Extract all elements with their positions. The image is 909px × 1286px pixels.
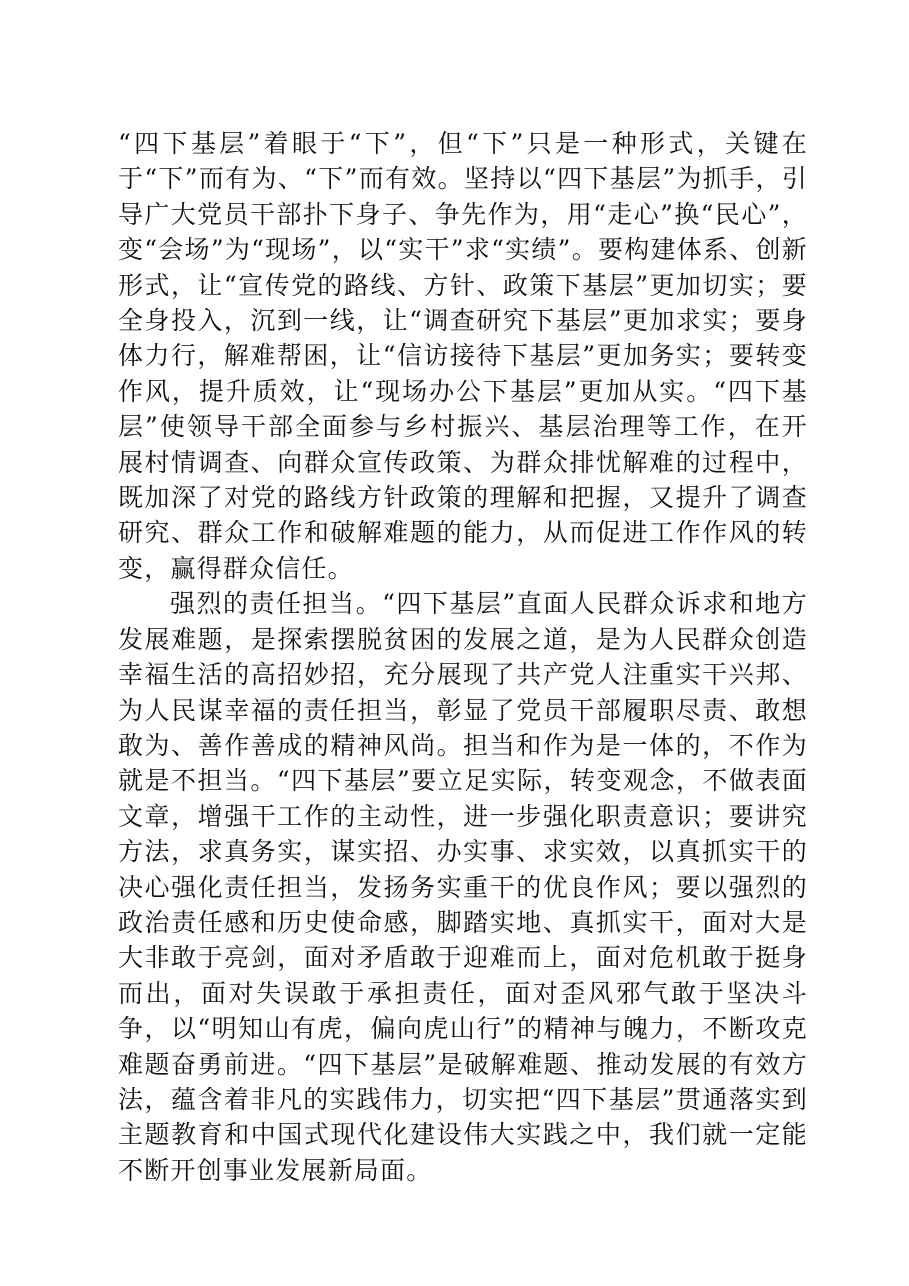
document-body <box>118 126 808 1188</box>
paragraph-continuation: “四下基层”着眼于“下”，但“下”只是一种形式，关键在于“下”而有为、“下”而有效。坚持以“四下基层”为抓手，引导广大党员干部扑下身子、争先作为，用“走心”换“民心”，变“会场”为“现场”，以“实干”求“实绩”。要构建体系、创新形式，让“宣传党的路线、方针、政策下基层”更加切实；要全身投入，沉到一线，让“调查研究下基层”更加求实；要身体力行，解难帮困，让“信访接待下基层”更加务实；要转变作风，提升质效，让“现场办公下基层”更加从实。“四下基层”使领导干部全面参与乡村振兴、基层治理等工作，在开展村情调查、向群众宣传政策、为群众排忧解难的过程中，既加深了对党的路线方针政策的理解和把握，又提升了调查研究、群众工作和破解难题的能力，从而促进工作作风的转变，赢得群众信任。 <box>118 129 808 583</box>
paragraph-responsibility: 强烈的责任担当。“四下基层”直面人民群众诉求和地方发展难题，是探索摆脱贫困的发展之道，是为人民群众创造幸福生活的高招妙招，充分展现了共产党人注重实干兴邦、为人民谋幸福的责任担当，彰显了党员干部履职尽责、敢想敢为、善作善成的精神风尚。担当和作为是一体的，不作为就是不担当。“四下基层”要立足实际，转变观念，不做表面文章，增强干工作的主动性，进一步强化职责意识；要讲究方法，求真务实，谋实招、办实事、求实效，以真抓实干的决心强化责任担当，发扬务实重干的优良作风；要以强烈的政治责任感和历史使命感，脚踏实地、真抓实干，面对大是大非敢于亮剑，面对矛盾敢于迎难而上，面对危机敢于挺身而出，面对失误敢于承担责任，面对歪风邪气敢于坚决斗争，以“明知山有虎，偏向虎山行”的精神与魄力，不断攻克难题奋勇前进。“四下基层”是破解难题、推动发展的有效方法，蕴含着非凡的实践伟力，切实把“四下基层”贯通落实到主题教育和中国式现代化建设伟大实践之中，我们就一定能不断开创事业发展新局面。 <box>118 589 808 1185</box>
